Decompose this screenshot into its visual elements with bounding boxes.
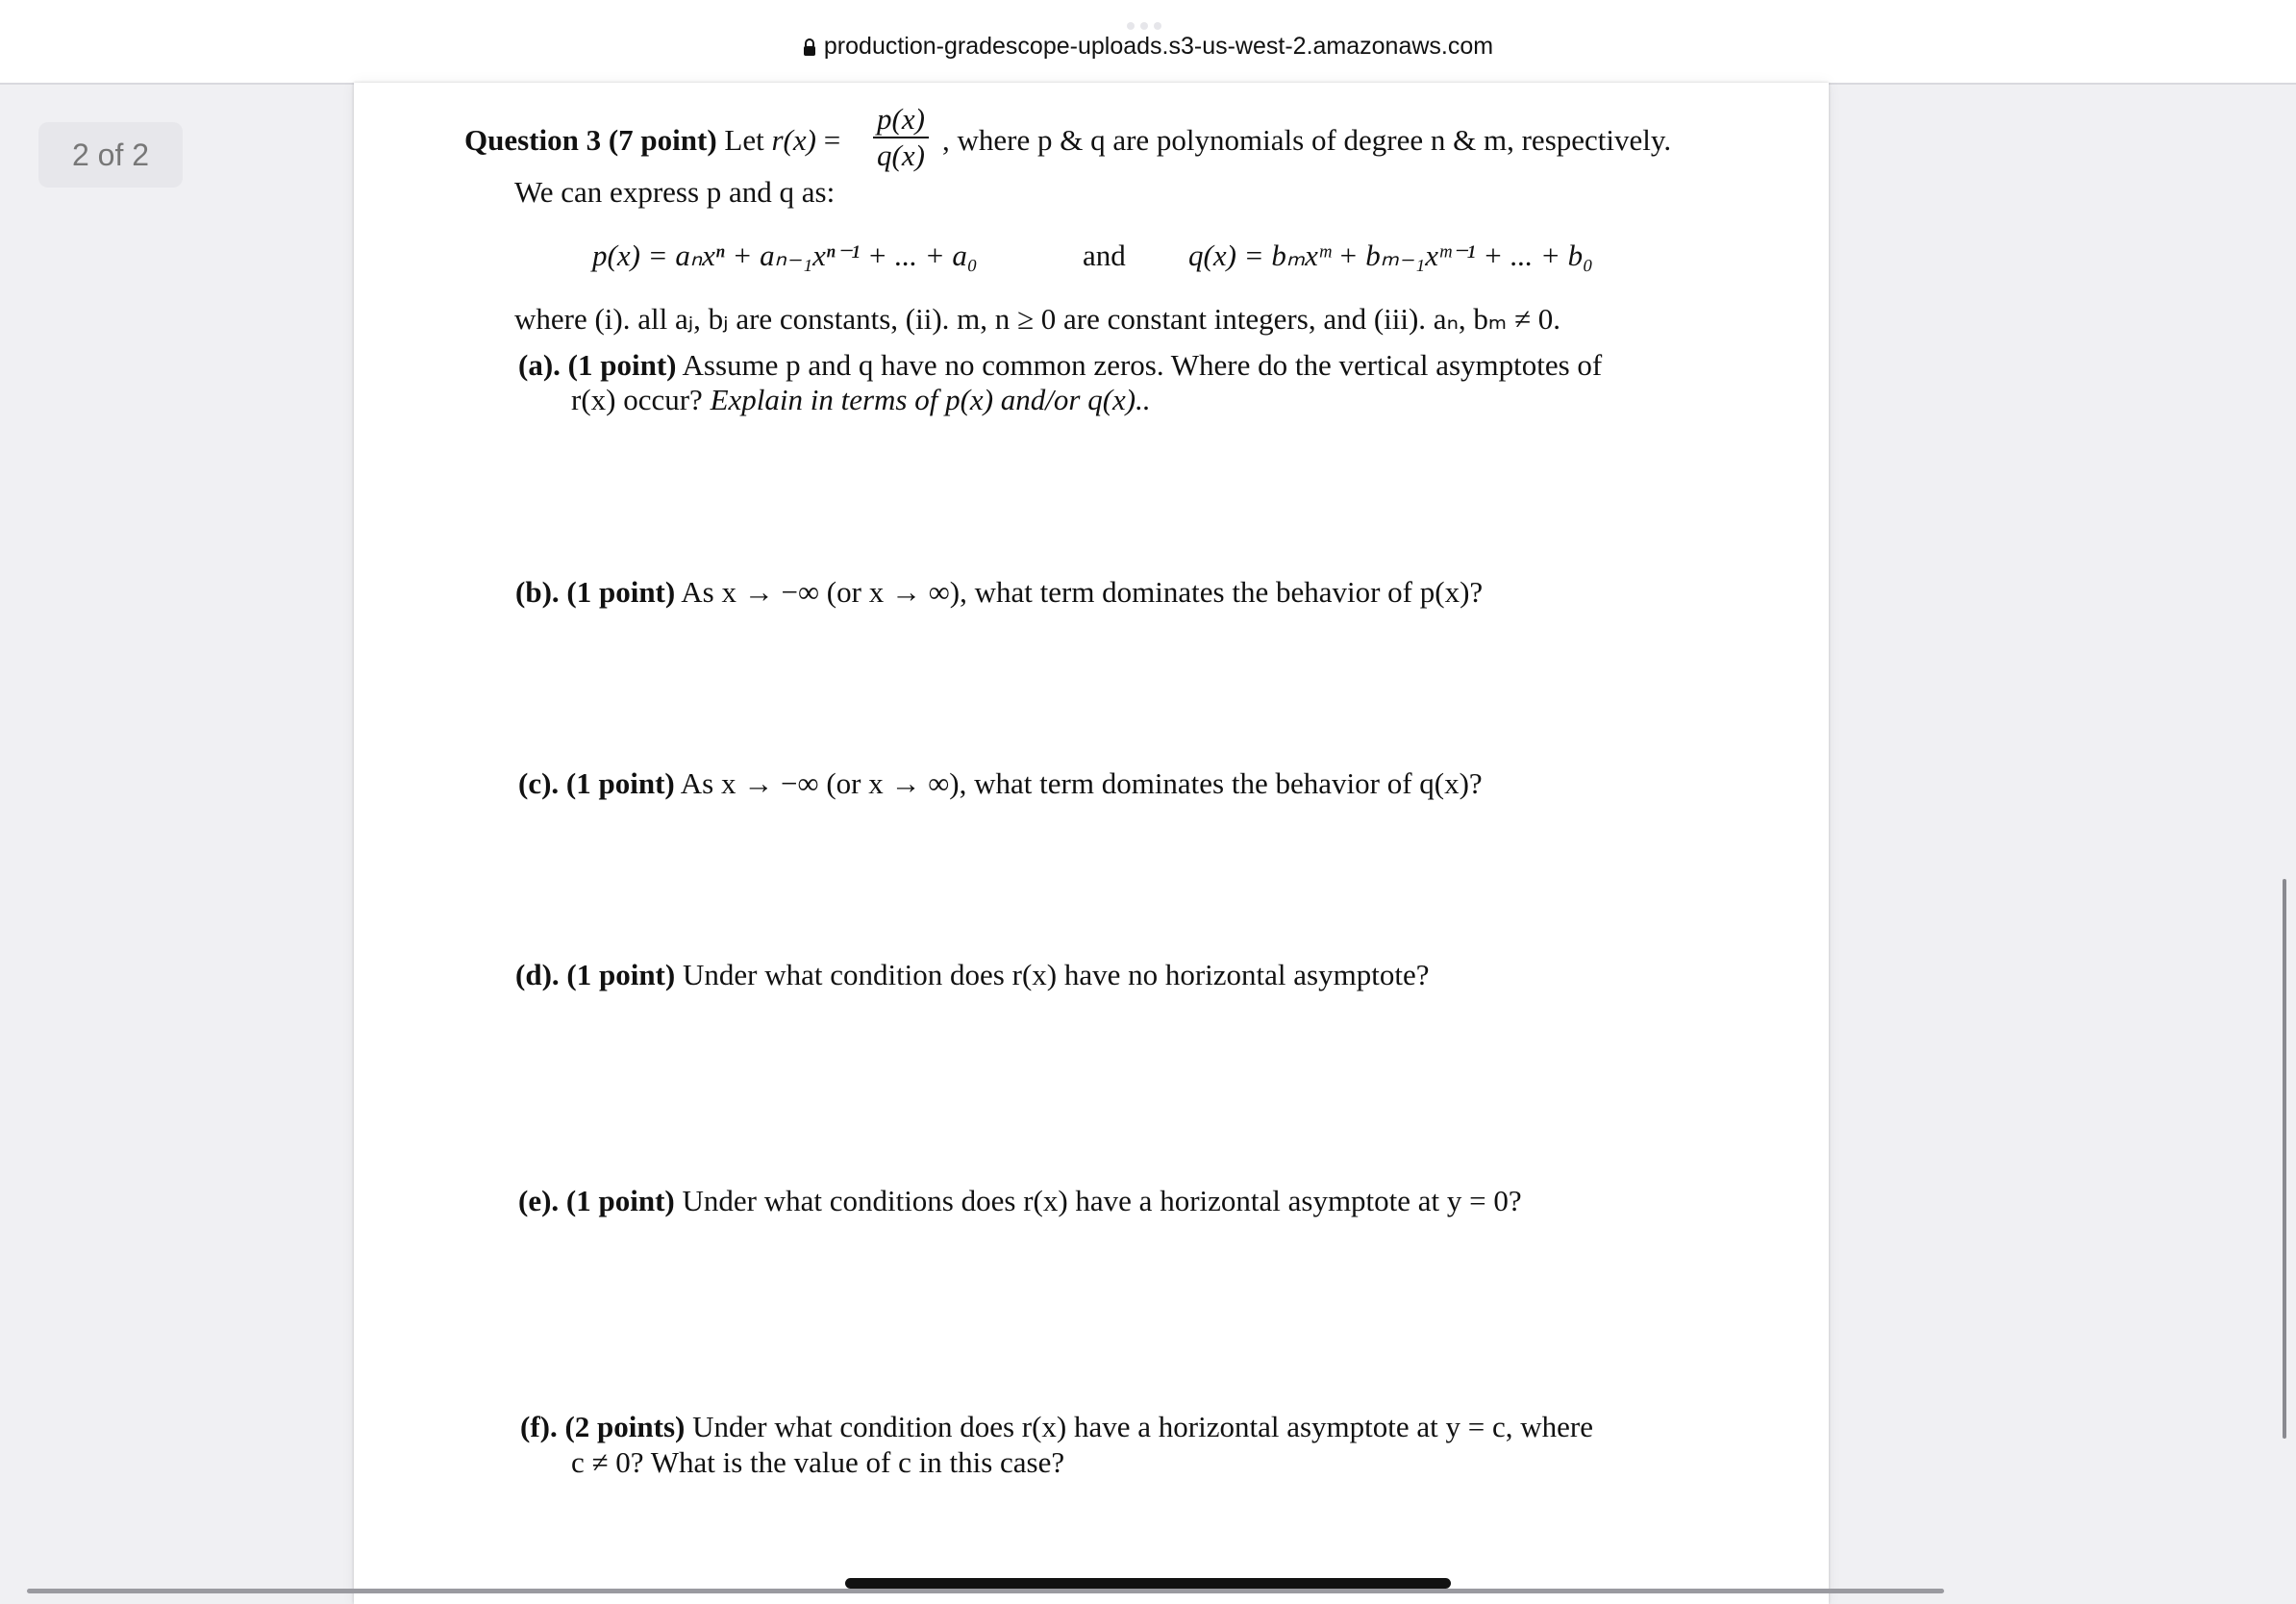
fraction-numerator: p(x) xyxy=(873,102,929,138)
part-c-label: (c). xyxy=(518,766,560,800)
part-d-points: (1 point) xyxy=(566,958,676,991)
part-c xyxy=(518,766,1483,801)
page-indicator: 2 of 2 xyxy=(38,122,183,188)
address-bar[interactable] xyxy=(0,33,2296,61)
part-f-text: Under what condition does r(x) have a horizontal asymptote at y = c, where xyxy=(692,1410,1593,1443)
part-a-line-1 xyxy=(518,348,1602,383)
part-f-points: (2 points) xyxy=(564,1410,686,1443)
status-battery: 53% xyxy=(2216,8,2267,37)
fraction-denominator: q(x) xyxy=(877,138,925,172)
equals-sign: = xyxy=(823,123,841,157)
part-c-text: As x → −∞ (or x → ∞), what term dominates the behavior of q(x)? xyxy=(680,766,1483,800)
conditions-line: where (i). all aⱼ, bⱼ are constants, (ii). m, n ≥ 0 are constant integers, and (iii). aₙ, bₘ ≠ 0. xyxy=(514,302,1560,336)
and-word: and xyxy=(1083,238,1126,272)
part-a-text-2a: r(x) occur? xyxy=(571,383,703,416)
p-formula: p(x) = aₙxⁿ + aₙ₋₁xⁿ⁻¹ + ... + a₀ xyxy=(592,238,978,272)
vertical-scrollbar[interactable] xyxy=(2283,879,2286,1439)
part-e xyxy=(518,1184,1522,1218)
r-of-x: r(x) xyxy=(771,123,816,157)
part-d-label: (d). xyxy=(515,958,560,991)
question-line-1 xyxy=(464,123,840,158)
part-b-points: (1 point) xyxy=(566,575,676,609)
status-time: 9:38 PM Fri Feb 9 xyxy=(33,8,238,37)
home-indicator[interactable] xyxy=(845,1578,1451,1589)
part-f-line-2: c ≠ 0? What is the value of c in this case? xyxy=(571,1445,1065,1479)
part-a-points: (1 point) xyxy=(567,348,677,382)
browser-top-bar xyxy=(0,0,2296,85)
part-c-points: (1 point) xyxy=(565,766,675,800)
part-d-text: Under what condition does r(x) have no horizontal asymptote? xyxy=(682,958,1430,991)
url-text: production-gradescope-uploads.s3-us-west-2.amazonaws.com xyxy=(823,33,1494,60)
part-e-label: (e). xyxy=(518,1184,560,1217)
fraction-p-over-q xyxy=(873,102,929,173)
q-formula: q(x) = bₘxᵐ + bₘ₋₁xᵐ⁻¹ + ... + b₀ xyxy=(1188,238,1593,272)
part-f-line-1 xyxy=(520,1410,1593,1444)
document-page xyxy=(354,83,1829,1604)
part-b-label: (b). xyxy=(515,575,560,609)
intro-rest: , where p & q are polynomials of degree n & m, respectively. xyxy=(942,123,1672,157)
express-line: We can express p and q as: xyxy=(514,175,836,209)
part-f-label: (f). xyxy=(520,1410,558,1443)
part-a-text: Assume p and q have no common zeros. Where do the vertical asymptotes of xyxy=(682,348,1603,382)
lock-icon xyxy=(803,38,816,56)
intro-let: Let xyxy=(724,123,764,157)
part-b xyxy=(515,575,1483,610)
part-e-text: Under what conditions does r(x) have a horizontal asymptote at y = 0? xyxy=(682,1184,1522,1217)
part-a-text-2b: Explain in terms of p(x) and/or q(x).. xyxy=(710,383,1151,416)
part-d xyxy=(515,958,1429,992)
part-b-text: As x → −∞ (or x → ∞), what term dominates the behavior of p(x)? xyxy=(681,575,1484,609)
part-a-label: (a). xyxy=(518,348,561,382)
multitask-dots-icon[interactable] xyxy=(1127,17,1169,25)
part-a-line-2 xyxy=(571,383,1151,417)
part-e-points: (1 point) xyxy=(565,1184,675,1217)
horizontal-scrollbar[interactable] xyxy=(27,1589,1944,1593)
question-heading: Question 3 (7 point) xyxy=(464,123,717,157)
